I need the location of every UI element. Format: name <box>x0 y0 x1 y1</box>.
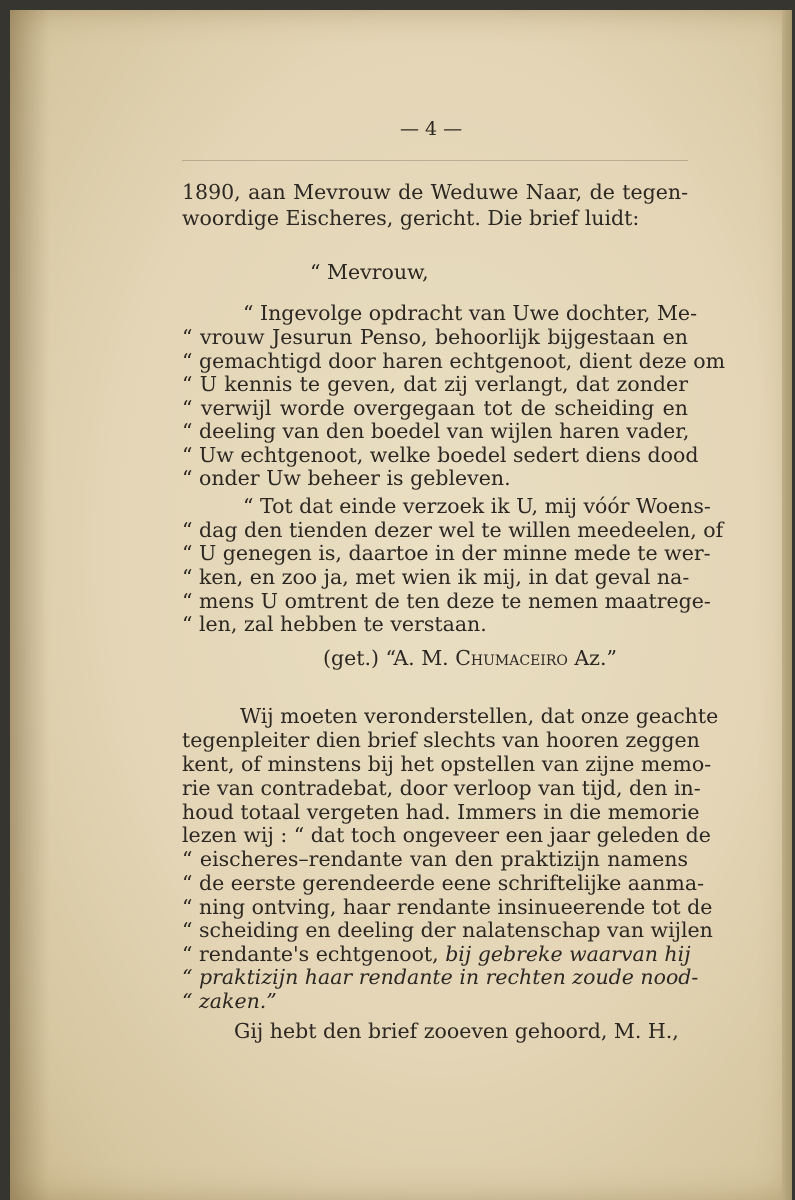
text-line: Gij hebt den brief zooeven gehoord, M. H., <box>234 1019 679 1043</box>
signature-suffix: Az.” <box>567 646 617 670</box>
signature <box>323 646 617 670</box>
text-line: Wij moeten veronderstellen, dat onze geachte <box>240 704 719 728</box>
paper-sheet <box>10 10 792 1200</box>
text-line: tegenpleiter dien brief slechts van hooren zeggen <box>182 728 700 752</box>
text-line: “ verwijl worde overgegaan tot de scheiding en <box>182 396 688 420</box>
text-line: “ ken, en zoo ja, met wien ik mij, in dat geval na- <box>182 565 690 589</box>
text-line: “ eischeres–rendante van den praktizijn namens <box>182 847 688 871</box>
signature-name: Chumaceiro <box>455 646 568 670</box>
text-line: “ len, zal hebben te verstaan. <box>182 612 487 636</box>
text-line: “ mens U omtrent de ten deze te nemen maatrege- <box>182 589 711 613</box>
text-line: “ ning ontving, haar rendante insinueerende tot de <box>182 895 713 919</box>
text-line: “ gemachtigd door haren echtgenoot, dient deze om <box>182 349 726 373</box>
text-line: “ scheiding en deeling der nalatenschap van wijlen <box>182 918 713 942</box>
text-line: woordige Eischeres, gericht. Die brief luidt: <box>182 206 640 230</box>
text-line: 1890, aan Mevrouw de Weduwe Naar, de tegen- <box>182 180 688 204</box>
text-line: “ deeling van den boedel van wijlen haren vader, <box>182 419 690 443</box>
text-line: “ de eerste gerendeerde eene schriftelijke aanma- <box>182 871 704 895</box>
page-number: — 4 — <box>400 118 463 140</box>
text-line: “ onder Uw beheer is gebleven. <box>182 466 511 490</box>
text-line: houd totaal vergeten had. Immers in die memorie <box>182 800 700 824</box>
page-edge-strip <box>782 10 792 1200</box>
text-italic: bij gebreke waarvan hij <box>445 942 691 966</box>
text-line: kent, of minstens bij het opstellen van zijne memo- <box>182 752 712 776</box>
text-line: “ zaken.” <box>182 989 277 1013</box>
text-line: “ U kennis te geven, dat zij verlangt, dat zonder <box>182 372 688 396</box>
text-line: “ Ingevolge opdracht van Uwe dochter, Me- <box>243 301 697 325</box>
header-rule <box>182 160 688 161</box>
binding-shadow <box>10 10 50 1200</box>
text-plain: “ rendante's echtgenoot, <box>182 942 446 966</box>
text-line: rie van contradebat, door verloop van tijd, den in- <box>182 776 701 800</box>
text-line <box>182 942 691 966</box>
salutation: “ Mevrouw, <box>310 260 429 284</box>
text-line: “ Tot dat einde verzoek ik U, mij vóór Woens- <box>243 494 711 518</box>
text-line: “ vrouw Jesurun Penso, behoorlijk bijgestaan en <box>182 325 688 349</box>
text-line: “ praktizijn haar rendante in rechten zoude nood- <box>182 965 699 989</box>
signature-prefix: (get.) “A. M. <box>323 646 456 670</box>
text-line: lezen wij : “ dat toch ongeveer een jaar geleden de <box>182 823 711 847</box>
text-line: “ Uw echtgenoot, welke boedel sedert diens dood <box>182 443 699 467</box>
text-line: “ U genegen is, daartoe in der minne mede te wer- <box>182 541 711 565</box>
text-line: “ dag den tienden dezer wel te willen meedeelen, of <box>182 518 724 542</box>
